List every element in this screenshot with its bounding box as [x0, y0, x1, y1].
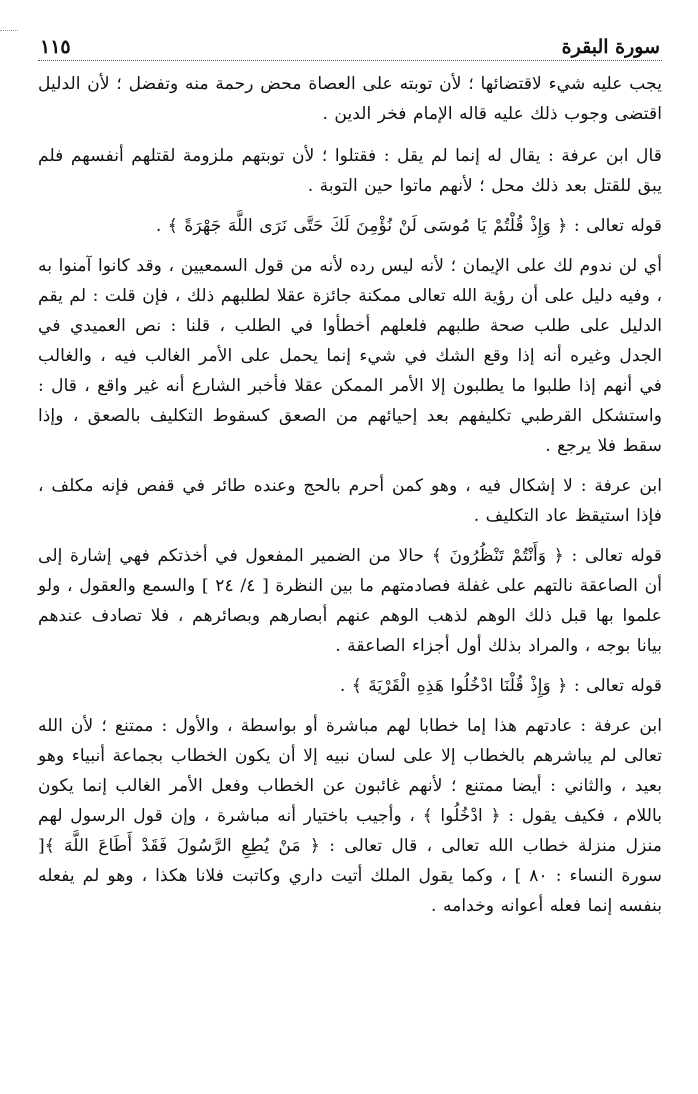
paragraph-5: قوله تعالى : ﴿ وَأَنْتُمْ تَنْظُرُونَ ﴾ حالا من الضمير المفعول في أخذتكم فهي إشارة إلى أن الصاعقة نالتهم على غفلة فصادمتهم ما بين النظرة [ ٤/ ٢٤ ] والسمع والعقول ، ولو علموا بها قبل ذلك الوهم لذهب الوهم عنهم أبصارهم وبصائرهم ، فلا تصادف عندهم بيانا بوجه ، والمراد بذلك أول أجزاء الصاعقة .	[38, 546, 662, 656]
margin-dots	[0, 30, 18, 33]
quran-verse-1: قوله تعالى : ﴿ وَإِذْ قُلْتُمْ يَا مُوسَى لَنْ نُؤْمِنَ لَكَ حَتَّى نَرَى اللَّهَ جَهْرَةً ﴾ .	[155, 216, 662, 236]
page-number: ١١٥	[40, 36, 71, 58]
paragraph-2: قال ابن عرفة : يقال له إنما لم يقل : فقتلوا ؛ لأن توبتهم ملزومة لقتلهم أنفسهم فلم يبق للقتل بعد ذلك محل ؛ لأنهم ماتوا حين التوبة .	[38, 146, 662, 196]
paragraph-4: ابن عرفة : لا إشكال فيه ، وهو كمن أحرم بالحج وعنده طائر في قفص فإنه مكلف ، فإذا استيقظ عاد التكليف .	[38, 476, 662, 526]
paragraph-1: يجب عليه شيء لاقتضائها ؛ لأن توبته على العصاة محض رحمة منه وتفضل ؛ لأن الدليل اقتضى وجوب ذلك عليه قاله الإمام فخر الدين .	[38, 74, 662, 124]
surah-title: سورة البقرة	[561, 36, 660, 58]
paragraph-3: أي لن ندوم لك على الإيمان ؛ لأنه ليس رده لأنه من قول السمعيين ، وقد كانوا آمنوا به ، وفيه دليل على أن رؤية الله تعالى ممكنة جائزة عقلا لطلبهم ذلك ، فإن قلت : لم يقم الدليل على طلب صحة طلبهم فلعلهم أخطأوا في الطلب ، قلنا : نص العميدي في الجدل وغيره أنه إذا وقع الشك في شيء إنما يحمل على الأمر الغالب فيه ، والغالب في أنهم إذا طلبوا ما يطلبون إلا الأمر الممكن عقلا فأخبر الشارع أنه غير واقع ، قال : واستشكل القرطبي تكليفهم بعد إحيائهم من الصعق كسقوط التكليف بالصعق ، وإذا سقط فلا يرجع .	[38, 256, 662, 456]
book-page	[38, 28, 662, 931]
quran-verse-2: قوله تعالى : ﴿ وَإِذْ قُلْنَا ادْخُلُوا هَذِهِ الْقَرْيَةَ ﴾ .	[339, 676, 662, 696]
page-content	[38, 69, 662, 921]
page-header	[38, 28, 662, 61]
paragraph-6: ابن عرفة : عادتهم هذا إما خطابا لهم مباشرة أو بواسطة ، والأول : ممتنع ؛ لأن الله تعالى لم يباشرهم بالخطاب إلا على لسان نبيه إلا أن يكون الخطاب بجماعة أنبياء وهو بعيد ، والثاني : أيضا ممتنع ؛ لأنهم غائبون عن الخطاب وفعل الأمر الغالب إنما يكون باللام ، فكيف يقول : ﴿ ادْخُلُوا ﴾ ، وأجيب باختيار أنه مباشرة ، وإن قول الرسول لهم منزل منزلة خطاب الله تعالى ، قال تعالى : ﴿ مَنْ يُطِعِ الرَّسُولَ فَقَدْ أَطَاعَ اللَّهَ ﴾[ سورة النساء : ٨٠ ] ، وكما يقول الملك أتيت داري وكاتبت فلانا هكذا ، وهو لم يفعله بنفسه إنما فعله أعوانه وخدامه .	[38, 716, 662, 916]
